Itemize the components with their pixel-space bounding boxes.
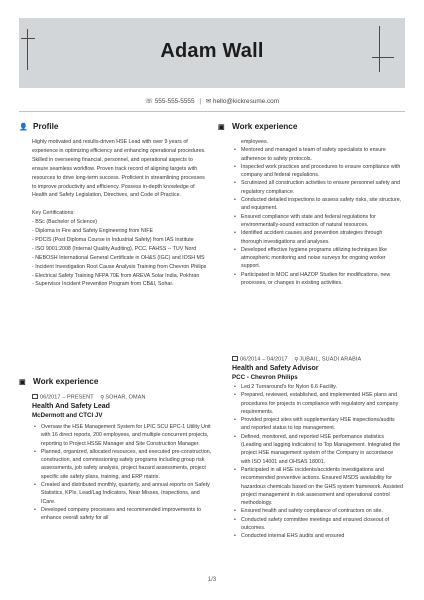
- job-title: Health And Safety Lead: [32, 403, 110, 410]
- job-dates: 06/2017 – PRESENT: [40, 394, 94, 401]
- job-bullets: [232, 383, 404, 541]
- job-company: PCC - Chevron Philips: [232, 374, 298, 381]
- contact-line: [0, 97, 424, 105]
- job-bullet: • Planned, organized, allocated resources, and executed pre-construction, construction, and commissioning safety programs including group risk assessments, job safety analysis, project hazard assessments, project specific site safety plans, training, and ERP matrix.: [32, 448, 212, 481]
- job-bullet: • Conducted internal EHS audits and ensured: [232, 532, 404, 540]
- job-meta: [232, 356, 361, 363]
- certification-item: - PDCIS (Post Diploma Course in Industrial Safety) from IAS Institute: [32, 236, 194, 243]
- job-bullet: • Oversaw the HSE Management System for LPIC SCU EPC-1 Utility Unit with 16 direct reports, 200 employees, and multiple concurrent projects, reporting to Project HSSE Manager and Site Construction Manager.: [32, 423, 212, 448]
- job-bullet: • Created and distributed monthly, quarterly, and annual reports on Safety Statistics, KPIs, Lead/Lag Indicators, Near Misses, Inspections, and ICare.: [32, 481, 212, 506]
- job-bullet: • Provided project sites with supplementary HSE inspections/audits and reported status to top management.: [232, 416, 404, 433]
- job-bullet: • Ensured health and safety compliance of contractors on site.: [232, 507, 404, 515]
- job-location: SOHAR, OMAN: [105, 394, 146, 401]
- job-bullet: • Scrutinized all construction activities to ensure personnel safety and regulatory compliance.: [232, 179, 404, 196]
- job-bullet: • Participated in all HSE incidents/accidents investigations and recommended preventive actions. Ensured MSDS availability for hazardous chemicals based on the GHS system framework. Assisted project management in risk assessment and operational control methodology.: [232, 466, 404, 507]
- job-bullet: • Ensured compliance with state and federal regulations for environmentally-sound extraction of natural resources.: [232, 213, 404, 230]
- certification-item: - Supervisor Incident Prevention Program from CB&I, Sohar.: [32, 281, 174, 288]
- work-experience-left-title: ▣ Work experience: [19, 377, 99, 386]
- certification-item: - Incident Investigation Root Cause Analysis Training from Chevron Philips: [32, 263, 207, 270]
- job-meta: [32, 394, 146, 401]
- continued-bullets: [232, 138, 404, 287]
- job-bullet: • Developed effective hygiene programs utilizing techniques like atmospheric monitoring and noise surveys for ongoing worker support.: [232, 246, 404, 271]
- job-bullet: • Led 2 Turnaround's for Nylon 6.6 Facility.: [232, 383, 404, 391]
- phone-number: 555-555-5555: [154, 98, 195, 105]
- resume-header: [19, 18, 405, 88]
- phone-icon: ☏: [144, 98, 153, 105]
- email-address[interactable]: hello@kickresume.com: [212, 98, 280, 105]
- job-bullet: • Inspected work practices and procedures to ensure compliance with company and federal regulations.: [232, 163, 404, 180]
- job-bullet: • Identified accident causes and prevention strategies through thorough investigations and analyses.: [232, 229, 404, 246]
- candidate-name: Adam Wall: [160, 40, 264, 62]
- job-bullet: • Participated in MOC and HAZOP Studies for modifications, new processes, or changes in existing activities.: [232, 271, 404, 288]
- job-bullet: • Mentored and managed a team of safety specialists to ensure adherence to safety protocols.: [232, 146, 404, 163]
- location-pin-icon: ⚲: [100, 394, 105, 401]
- job-bullet: • Conducted safety committee meetings and ensured closeout of outcomes.: [232, 516, 404, 533]
- location-pin-icon: ⚲: [294, 356, 299, 363]
- job-bullet: • Developed company processes and recommended improvements to enhance overall safety for all: [32, 506, 212, 523]
- job-title: Health and Safety Advisor: [232, 365, 319, 372]
- certifications-heading: Key Certifications:: [32, 210, 75, 217]
- certification-item: - Electrical Safety Training NFPA 70E from AREVA Solar India, Pokhran: [32, 272, 200, 279]
- calendar-icon: [232, 356, 238, 361]
- briefcase-icon: ▣: [218, 124, 225, 131]
- top-divider: [19, 111, 405, 112]
- separator: |: [199, 98, 201, 105]
- header-frame-line: [21, 38, 35, 39]
- job-location: JUBAIL, SUADI ARABIA: [299, 356, 362, 363]
- job-bullets: [32, 423, 212, 523]
- job-dates: 06/2014 – 04/2017: [240, 356, 288, 363]
- profile-body: [32, 138, 210, 289]
- job-company: McDermott and CTCI JV: [32, 412, 103, 419]
- certification-item: - NEBOSH International General Certificate in OH&S (IGC) and IOSH MS: [32, 254, 205, 261]
- briefcase-icon: ▣: [19, 379, 26, 386]
- certification-item: - Diploma in Fire and Safety Engineering from NIFE: [32, 228, 153, 235]
- page-number: 1/3: [207, 577, 217, 583]
- work-experience-right-title: ▣ Work experience: [218, 122, 298, 131]
- profile-paragraph: Highly motivated and results-driven HSE Lead with over 9 years of experience in optimizing efficiency and enhancing operational procedures. Skilled in overseeing financial, personnel, and operational aspects to ensure seamless workflow. Proven track record of aligning targets with resources to drive long-term success. Proficient in streamlining processes to improve productivity and efficiency. Possess in-depth knowledge of Health and Safety Legislation, Directives, and Code of Practice.: [32, 139, 206, 199]
- profile-section-title: 👤 Profile: [19, 122, 59, 131]
- person-icon: 👤: [19, 124, 28, 131]
- calendar-icon: [32, 394, 38, 399]
- job-bullet: • Conducted detailed inspections to assess safety risks, site structure, and equipment.: [232, 196, 404, 213]
- job-bullet: • Defined, monitored, and reported HSE performance statistics (Leading and lagging indicators) to Top Management. Integrated the project HSE management system of the Company in accordance with ISO 14001 and OHSAS 18001.: [232, 433, 404, 466]
- job-bullet: • Prepared, reviewed, established, and implemented HSE plans and procedures for projects in compliance with regulatory and company requirements.: [232, 391, 404, 416]
- email-icon: ✉: [205, 98, 212, 105]
- certification-item: - ISO 9001:2008 (Internal Quality Auditing), PCC, FAHSS -- TUV Nord: [32, 245, 197, 252]
- job-bullet: employees.: [241, 139, 269, 145]
- certification-item: - BSc (Bachelor of Science): [32, 219, 98, 226]
